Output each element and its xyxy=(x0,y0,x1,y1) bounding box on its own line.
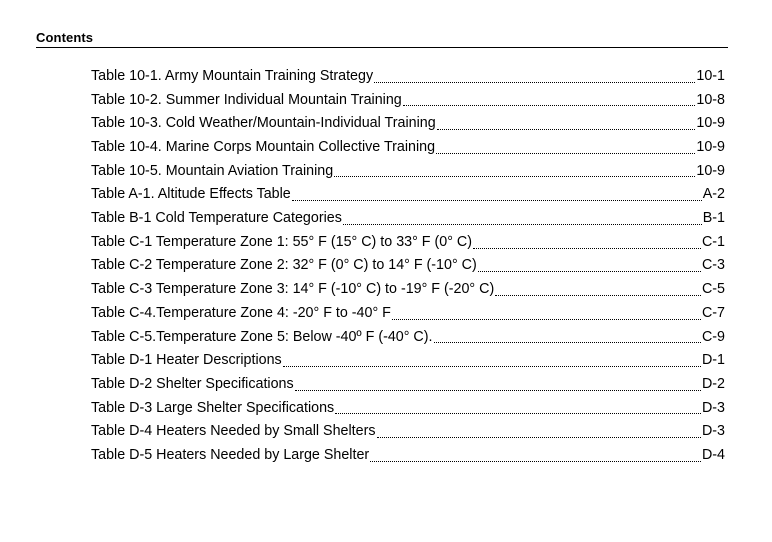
toc-leader-dots xyxy=(335,397,701,421)
toc-entry[interactable] xyxy=(91,255,725,279)
toc-entry-page: A-2 xyxy=(702,186,725,203)
toc-entry[interactable] xyxy=(91,302,725,326)
toc-leader-dots xyxy=(436,136,695,160)
toc-leader-dots xyxy=(283,349,701,373)
toc-entry-title: Table 10-4. Marine Corps Mountain Collective Training xyxy=(91,139,436,156)
toc-entry-title: Table D-5 Heaters Needed by Large Shelter xyxy=(91,446,370,463)
toc-leader-dots xyxy=(495,278,701,302)
toc-entry-title: Table A-1. Altitude Effects Table xyxy=(91,186,291,203)
toc-entry-page: D-4 xyxy=(701,446,725,463)
toc-entry[interactable] xyxy=(91,89,725,113)
toc-entry[interactable] xyxy=(91,231,725,255)
toc-entry-title: Table C-3 Temperature Zone 3: 14° F (-10° C) to -19° F (-20° C) xyxy=(91,281,495,298)
toc-leader-dots xyxy=(343,207,702,231)
toc-entry[interactable] xyxy=(91,160,725,184)
toc-leader-dots xyxy=(473,231,701,255)
toc-entry-title: Table 10-3. Cold Weather/Mountain-Individual Training xyxy=(91,115,436,132)
toc-entry-page: C-1 xyxy=(701,233,725,250)
toc-entry-title: Table C-5.Temperature Zone 5: Below -40º F (-40° C). xyxy=(91,328,433,345)
toc-entry-title: Table C-4.Temperature Zone 4: -20° F to -40° F xyxy=(91,304,391,321)
toc-entry[interactable] xyxy=(91,183,725,207)
toc-leader-dots xyxy=(437,112,696,136)
toc-entry-title: Table C-1 Temperature Zone 1: 55° F (15° C) to 33° F (0° C) xyxy=(91,233,472,250)
toc-leader-dots xyxy=(334,160,695,184)
toc-entry-page: 10-9 xyxy=(696,139,725,156)
toc-entry-page: 10-9 xyxy=(696,162,725,179)
table-of-contents-list xyxy=(91,65,725,468)
toc-entry-page: D-1 xyxy=(701,352,725,369)
toc-entry-page: 10-1 xyxy=(696,67,725,84)
toc-entry-title: Table D-1 Heater Descriptions xyxy=(91,352,282,369)
toc-leader-dots xyxy=(374,65,695,89)
toc-entry-page: D-2 xyxy=(701,375,725,392)
toc-entry-page: D-3 xyxy=(701,423,725,440)
toc-leader-dots xyxy=(403,89,696,113)
toc-entry[interactable] xyxy=(91,326,725,350)
toc-leader-dots xyxy=(434,326,701,350)
toc-leader-dots xyxy=(292,183,702,207)
toc-entry-title: Table C-2 Temperature Zone 2: 32° F (0° C) to 14° F (-10° C) xyxy=(91,257,477,274)
toc-leader-dots xyxy=(392,302,701,326)
toc-entry[interactable] xyxy=(91,136,725,160)
toc-entry[interactable] xyxy=(91,373,725,397)
toc-entry-title: Table D-3 Large Shelter Specifications xyxy=(91,399,335,416)
contents-heading: Contents xyxy=(36,30,94,45)
toc-entry-title: Table D-4 Heaters Needed by Small Shelters xyxy=(91,423,376,440)
heading-rule xyxy=(36,47,728,48)
toc-entry-title: Table B-1 Cold Temperature Categories xyxy=(91,210,342,227)
toc-entry-title: Table 10-5. Mountain Aviation Training xyxy=(91,162,334,179)
toc-entry[interactable] xyxy=(91,420,725,444)
toc-entry-title: Table D-2 Shelter Specifications xyxy=(91,375,294,392)
toc-entry[interactable] xyxy=(91,397,725,421)
toc-entry-page: C-3 xyxy=(701,257,725,274)
toc-entry-page: D-3 xyxy=(701,399,725,416)
toc-leader-dots xyxy=(370,444,701,468)
toc-entry-page: C-9 xyxy=(701,328,725,345)
toc-leader-dots xyxy=(478,255,701,279)
toc-entry[interactable] xyxy=(91,207,725,231)
toc-entry-page: 10-8 xyxy=(696,91,725,108)
toc-entry[interactable] xyxy=(91,349,725,373)
toc-entry-title: Table 10-2. Summer Individual Mountain Training xyxy=(91,91,402,108)
toc-entry[interactable] xyxy=(91,112,725,136)
toc-entry-page: 10-9 xyxy=(696,115,725,132)
toc-entry-page: C-7 xyxy=(701,304,725,321)
toc-entry-title: Table 10-1. Army Mountain Training Strategy xyxy=(91,67,374,84)
toc-entry-page: B-1 xyxy=(702,210,725,227)
toc-entry-page: C-5 xyxy=(701,281,725,298)
toc-leader-dots xyxy=(377,420,701,444)
toc-leader-dots xyxy=(295,373,701,397)
toc-entry[interactable] xyxy=(91,65,725,89)
toc-entry[interactable] xyxy=(91,278,725,302)
toc-entry[interactable] xyxy=(91,444,725,468)
